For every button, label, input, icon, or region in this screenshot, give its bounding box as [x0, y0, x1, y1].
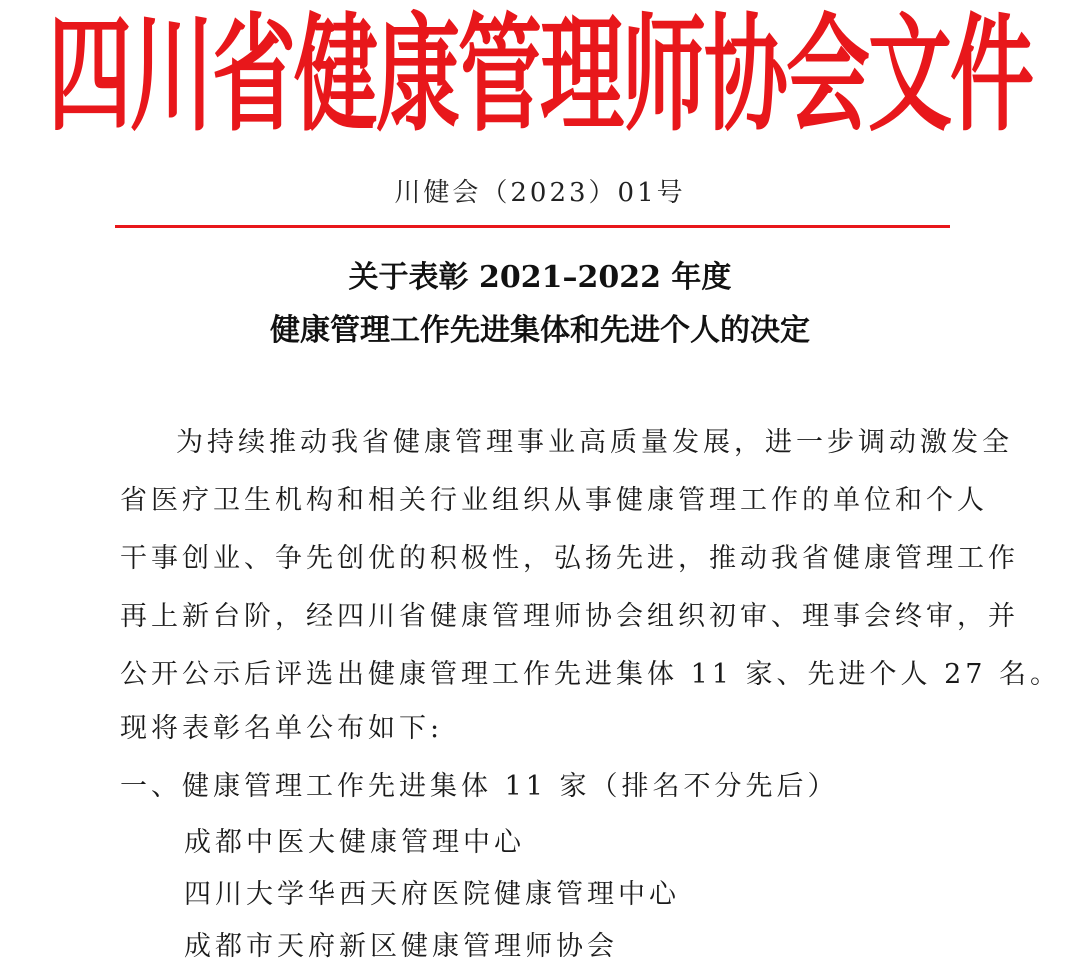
body-line: 为持续推动我省健康管理事业高质量发展，进一步调动激发全 [176, 427, 1013, 458]
body-line: 省医疗卫生机构和相关行业组织从事健康管理工作的单位和个人 [120, 485, 988, 516]
list-item: 成都市天府新区健康管理师协会 [184, 931, 618, 962]
document-title-line-2: 健康管理工作先进集体和先进个人的决定 [270, 313, 810, 348]
body-line: 现将表彰名单公布如下: [120, 713, 444, 744]
list-item: 成都中医大健康管理中心 [184, 827, 525, 858]
body-line: 再上新台阶，经四川省健康管理师协会组织初审、理事会终审，并 [120, 601, 1019, 632]
document-title-line-1: 关于表彰 2021–2022 年度 [348, 260, 732, 295]
red-divider-line [115, 225, 950, 228]
body-line: 干事创业、争先创优的积极性，弘扬先进，推动我省健康管理工作 [120, 543, 1019, 574]
section-heading: 一、健康管理工作先进集体 11 家（排名不分先后） [120, 771, 839, 802]
document-number: 川健会（2023）01号 [394, 178, 686, 208]
list-item: 四川大学华西天府医院健康管理中心 [184, 879, 680, 910]
body-line: 公开公示后评选出健康管理工作先进集体 11 家、先进个人 27 名。 [120, 659, 1062, 690]
masthead [48, 0, 1033, 150]
masthead-title: 四川省健康管理师协会文件 [48, 0, 1033, 149]
